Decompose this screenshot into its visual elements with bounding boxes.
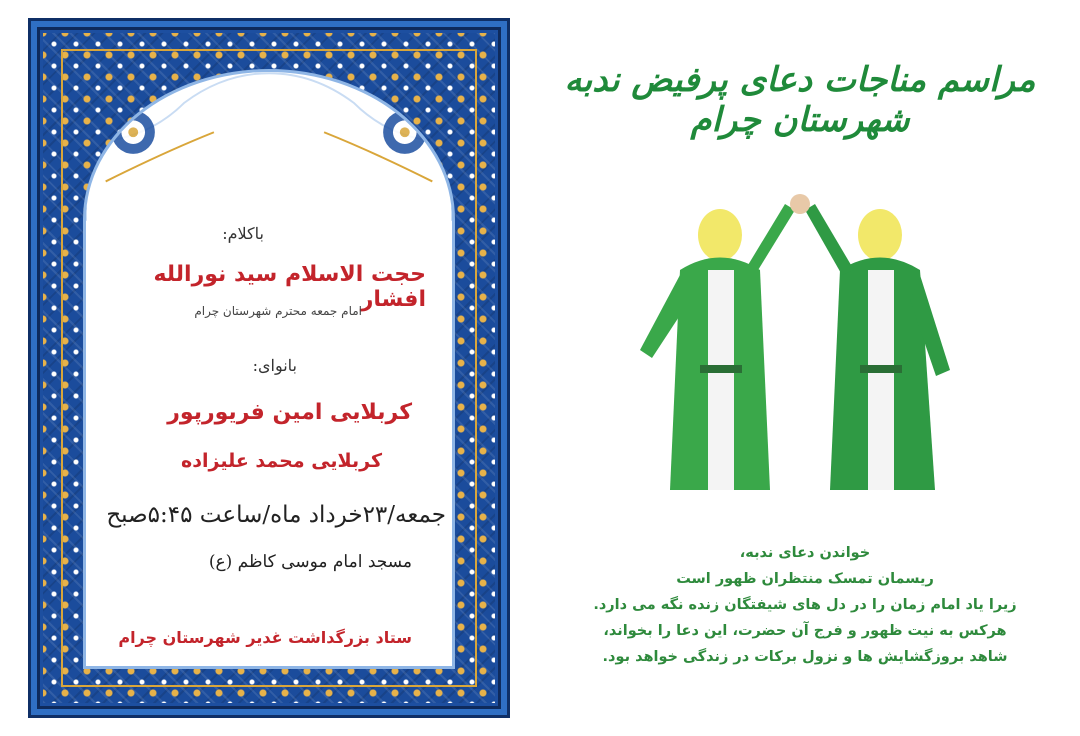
quote-line: ریسمان تمسک منتظران ظهور است <box>676 571 934 587</box>
quote-line: هرکس به نیت ظهور و فرج آن حضرت، این دعا را بخواند، <box>603 623 1007 639</box>
event-venue: مسجد امام موسی کاظم (ع) <box>208 552 412 572</box>
speaker-name: حجت الاسلام سید نورالله افشار <box>153 262 426 312</box>
page-title: مراسم مناجات دعای پرفیض ندبه شهرستان چرام <box>564 60 1036 140</box>
quote-line: خواندن دعای ندبه، <box>739 545 871 561</box>
joined-hands <box>790 194 810 214</box>
two-figures-illustration <box>610 190 990 520</box>
organizer-name: ستاد بزرگداشت غدیر شهرستان چرام <box>118 628 412 647</box>
quote-line: زیرا یاد امام زمان را در دل های شیفتگان زنده نگه می دارد. <box>593 597 1017 613</box>
reciter-name: کربلایی محمد علیزاده <box>181 450 382 472</box>
quote-block <box>570 540 1040 670</box>
speaker-role: امام جمعه محترم شهرستان چرام <box>194 304 362 318</box>
reciter-name: کربلایی امین فریورپور <box>167 400 412 425</box>
speaker-intro-label: باکلام: <box>222 224 264 243</box>
poster-panel <box>83 69 455 669</box>
event-datetime: جمعه/۲۳خرداد ماه/ساعت ۵:۴۵صبح <box>106 502 446 528</box>
reciter-intro-label: بانوای: <box>252 356 297 375</box>
quote-line: شاهد بروزگشایش ها و نزول برکات در زندگی خواهد بود. <box>602 649 1008 665</box>
event-poster <box>28 18 510 718</box>
left-figure <box>640 204 795 490</box>
right-figure <box>805 204 950 490</box>
